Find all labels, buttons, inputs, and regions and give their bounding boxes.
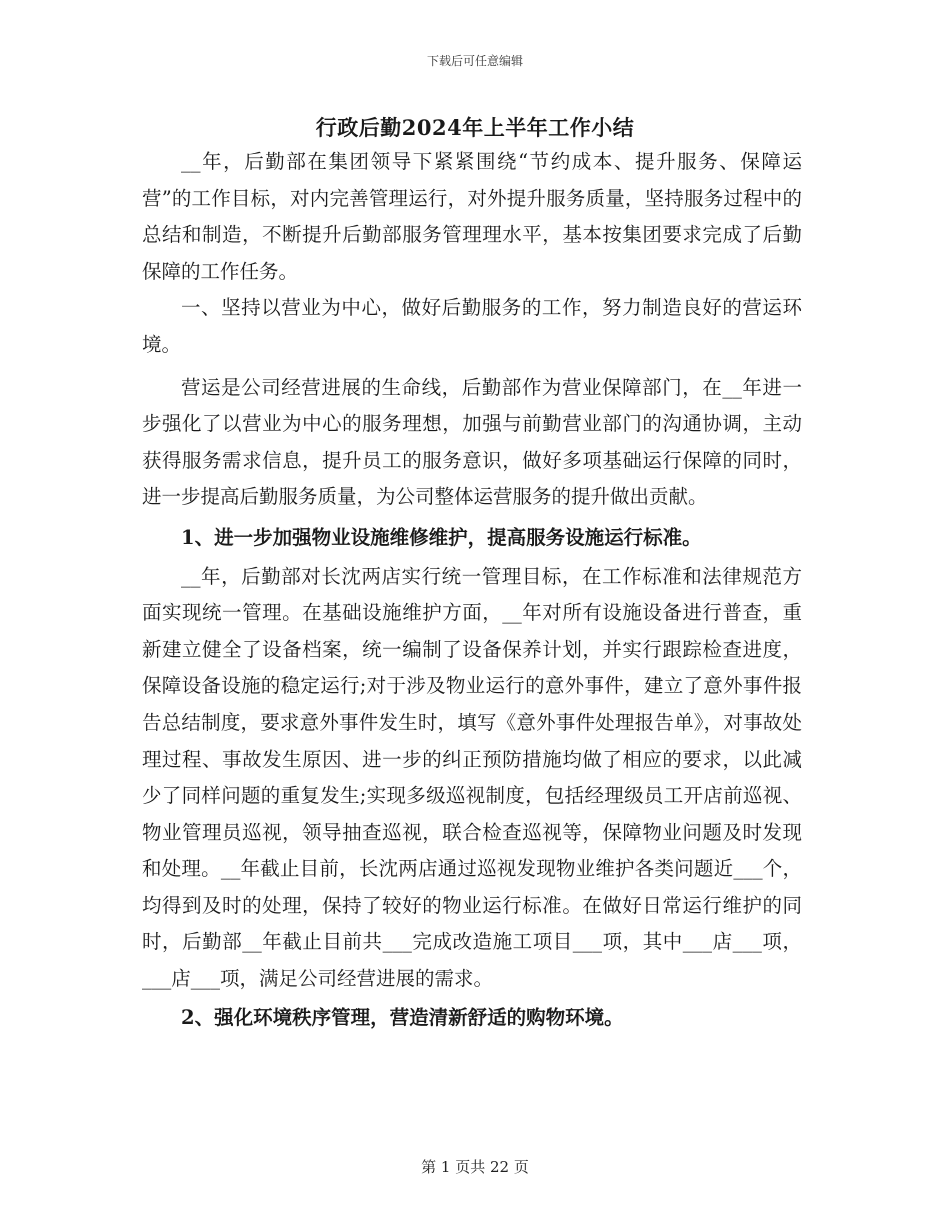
header-note: 下载后可任意编辑 — [426, 54, 523, 68]
document-body — [142, 144, 802, 1036]
intro-paragraph: __年，后勤部在集团领导下紧紧围绕“节约成本、提升服务、保障运营”的工作目标，对内完善管理运行，对外提升服务质量，坚持服务过程中的总结和制造，不断提升后勤部服务管理理水平，基本按集团要求完成了后勤保障的工作任务。 — [142, 150, 802, 283]
subheading-1: 1、进一步加强物业设施维修维护，提高服务设施运行标准。 — [181, 525, 702, 549]
section-one-paragraph: 营运是公司经营进展的生命线，后勤部作为营业保障部门，在__年进一步强化了以营业为中心的服务理想，加强与前勤营业部门的沟通协调，主动获得服务需求信息，提升员工的服务意识，做好多项基础运行保障的同时，进一步提高后勤服务质量，为公司整体运营服务的提升做出贡献。 — [142, 375, 802, 509]
section-one-heading: 一、坚持以营业为中心，做好后勤服务的工作，努力制造良好的营运环境。 — [142, 296, 802, 356]
subheading-1-paragraph: __年，后勤部对长沈两店实行统一管理目标，在工作标准和法律规范方面实现统一管理。在基础设施维护方面，__年对所有设施设备进行普查，重新建立健全了设备档案，统一编制了设备保养计划，并实行跟踪检查进度，保障设备设施的稳定运行;对于涉及物业运行的意外事件，建立了意外事件报告总结制度，要求意外事件发生时，填写《意外事件处理报告单》，对事故处理过程、事故发生原因、进一步的纠正预防措施均做了相应的要求，以此减少了同样问题的重复发生;实现多级巡视制度，包括经理级员工开店前巡视、物业管理员巡视，领导抽查巡视，联合检查巡视等，保障物业问题及时发现和处理。__年截止目前，长沈两店通过巡视发现物业维护各类问题近___个，均得到及时的处理，保持了较好的物业运行标准。在做好日常运行维护的同时，后勤部__年截止目前共___完成改造施工项目___项，其中___店___项，___店___项，满足公司经营进展的需求。 — [142, 564, 802, 991]
document-title: 行政后勤2024年上半年工作小结 — [315, 115, 635, 140]
page-footer: 第 1 页共 22 页 — [421, 1158, 529, 1176]
subheading-2: 2、强化环境秩序管理，营造清新舒适的购物环境。 — [181, 1005, 624, 1029]
